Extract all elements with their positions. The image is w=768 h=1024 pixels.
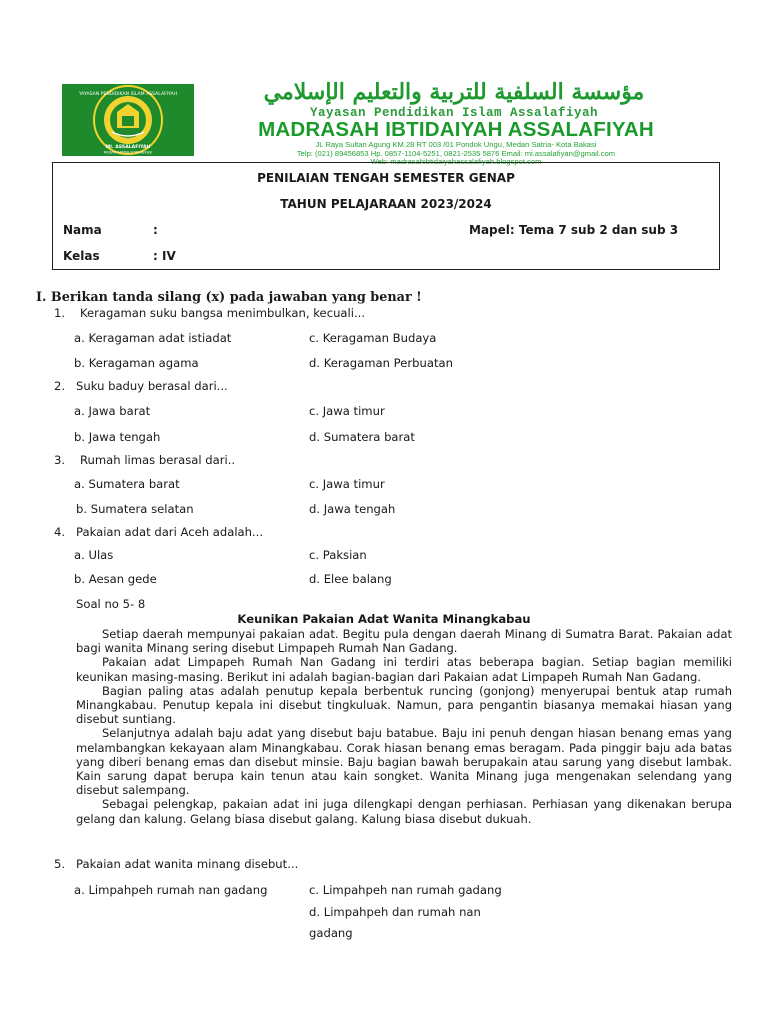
option-c[interactable]: c. Paksian [309,548,367,562]
letterhead [58,78,706,166]
question-text: Keragaman suku bangsa menimbulkan, kecuali... [80,306,366,320]
svg-text:MI. ASSALAFIYAH: MI. ASSALAFIYAH [105,145,151,150]
exam-identity-box [52,162,720,270]
passage-body [76,627,732,826]
question-number: 2. [54,379,66,393]
school-website: Web: madrasahibtidaiyahassalafiyah.blogspot.com [370,157,542,166]
class-value: : IV [153,249,176,263]
academic-year: TAHUN PELAJARAAN 2023/2024 [280,197,492,211]
question-number: 5. [54,857,66,871]
svg-text:YAYASAN PENDIDIKAN ISLAM ASSAL: YAYASAN PENDIDIKAN ISLAM ASSALAFIYAH [78,92,178,97]
question-number: 1. [54,306,66,320]
option-c[interactable]: c. Limpahpeh nan rumah gadang [309,883,502,897]
subject-label: Mapel: Tema 7 sub 2 dan sub 3 [469,223,679,237]
option-a[interactable]: a. Ulas [74,548,114,562]
name-label: Nama [63,223,102,237]
question-text: Rumah limas berasal dari.. [80,453,236,467]
school-contact: Telp: (021) 89456853 Hp. 0857-1104-5251, 0821-2535 5876 Email: mi.assalafiyan@gmail.com [296,149,616,158]
question-number: 4. [54,525,66,539]
passage-paragraph: Pakaian adat Limpapeh Rumah Nan Gadang ini terdiri atas beberapa bagian. Setiap bagian memiliki keunikan masing-masing. Berikut ini adalah bagian-bagian dari Pakaian adat Limpapeh Rumah Nan Gadang. [76,655,732,684]
passage-paragraph: Sebagai pelengkap, pakaian adat ini juga dilengkapi dengan perhiasan. Perhiasan yang dikenakan berupa gelang dan kalung. Gelang biasa disebut galang. Kalung biasa disebut dukuah. [76,797,732,826]
option-c[interactable]: c. Jawa timur [309,404,385,418]
option-d[interactable]: d. Jawa tengah [309,502,396,516]
passage-paragraph: Setiap daerah mempunyai pakaian adat. Begitu pula dengan daerah Minang di Sumatra Barat. Pakaian adat bagi wanita Minang sering disebut Limpapeh Rumah Nan Gadang. [76,627,732,656]
option-c[interactable]: c. Keragaman Budaya [309,331,437,345]
option-c[interactable]: c. Jawa timur [309,477,385,491]
option-a[interactable]: a. Jawa barat [74,404,151,418]
foundation-name: Yayasan Pendidikan Islam Assalafiyah [309,106,599,120]
question-text: Suku baduy berasal dari... [76,379,228,393]
question-text: Pakaian adat wanita minang disebut... [76,857,299,871]
option-d-continued: gadang [309,926,353,940]
name-field[interactable]: : [153,223,158,237]
option-d[interactable]: d. Keragaman Perbuatan [309,356,453,370]
section-instruction: I. Berikan tanda silang (x) pada jawaban yang benar ! [36,290,422,305]
option-d[interactable]: d. Limpahpeh dan rumah nan [309,905,481,919]
school-logo [62,84,194,156]
class-label: Kelas [63,249,100,263]
passage-paragraph: Bagian paling atas adalah penutup kepala berbentuk runcing (gonjong) menyerupai bentuk atap rumah Minangkabau. Penutup kepala ini disebut tingkuluak. Namun, para pengantin biasanya memakai hiasan yang disebut suntiang. [76,683,732,727]
question-number: 3. [54,453,66,467]
option-b[interactable]: b. Aesan gede [74,572,157,586]
option-b[interactable]: b. Jawa tengah [74,430,161,444]
passage-label: Soal no 5- 8 [76,597,146,611]
exam-title: PENILAIAN TENGAH SEMESTER GENAP [257,171,515,185]
passage-title: Keunikan Pakaian Adat Wanita Minangkabau [237,612,531,626]
option-a[interactable]: a. Sumatera barat [74,477,180,491]
question-text: Pakaian adat dari Aceh adalah... [76,525,264,539]
school-address: JL Raya Sultan Agung KM.28 RT 003 /01 Pondok Ungu, Medan Satria- Kota Bakasi [315,140,597,149]
passage-paragraph: Selanjutnya adalah baju adat yang disebut baju batabue. Baju ini penuh dengan hiasan benang emas yang melambangkan kekayaan alam Minangkabau. Corak hiasan benang emas beragam. Pada pinggir baju ada batas yang diberi benang emas dan disebut minsie. Baju bagian bawah berupakain atau sarung yang disebut lambak. Kain sarung dapat berupa kain tenun atau kain songket. Wanita Minang juga mengenakan selendang yang disebut salempang. [76,726,732,798]
option-a[interactable]: a. Limpahpeh rumah nan gadang [74,883,268,897]
option-b[interactable]: b. Sumatera selatan [76,502,194,516]
option-b[interactable]: b. Keragaman agama [74,356,199,370]
option-a[interactable]: a. Keragaman adat istiadat [74,331,232,345]
option-d[interactable]: d. Sumatera barat [309,430,415,444]
school-name: MADRASAH IBTIDAIYAH ASSALAFIYAH [258,118,654,141]
option-d[interactable]: d. Elee balang [309,572,392,586]
svg-text:MEDAN SATRIA KOTA BEKASI: MEDAN SATRIA KOTA BEKASI [103,150,153,155]
arabic-header: مؤسسة السلفية للتربية والتعليم الإسلامي [263,79,645,105]
